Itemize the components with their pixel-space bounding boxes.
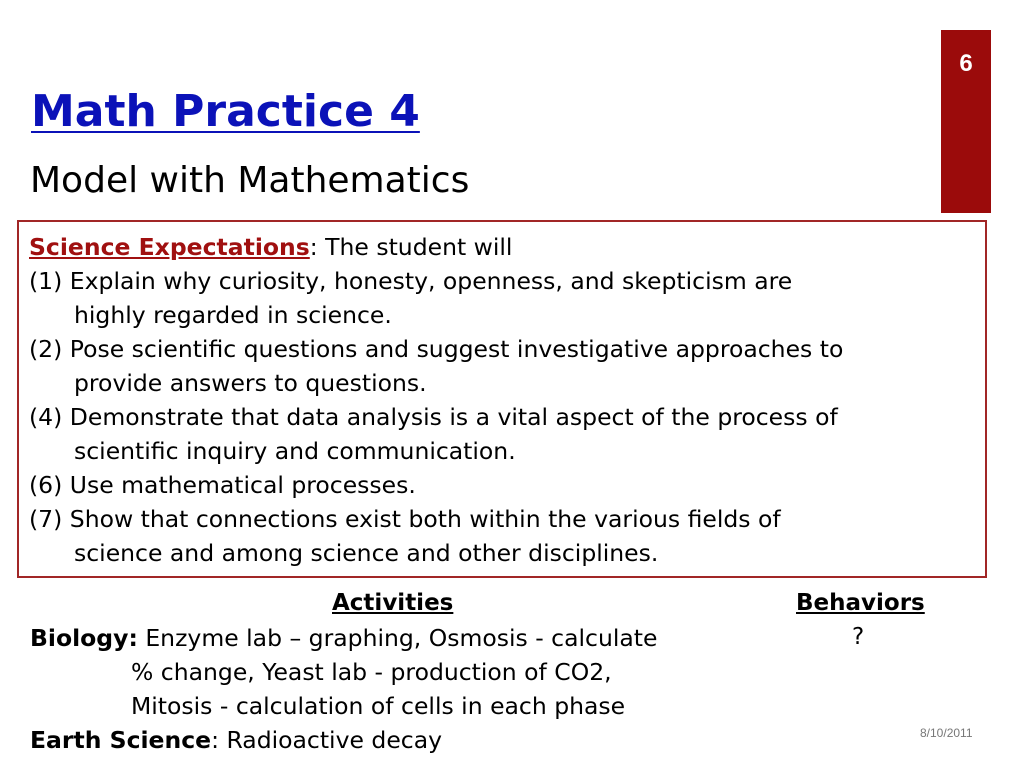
- expectations-heading: [29, 230, 512, 264]
- earth-science-label: Earth Science: [30, 726, 212, 754]
- item-number: (4): [29, 403, 63, 431]
- activities-header: Activities: [332, 590, 454, 616]
- earth-science-text: : Radioactive decay: [211, 726, 443, 754]
- expectation-item-2: [29, 332, 843, 366]
- expectation-item-1-cont: highly regarded in science.: [74, 301, 392, 329]
- earth-science-activity: [30, 723, 442, 757]
- item-text: Demonstrate that data analysis is a vital aspect of the process of: [69, 403, 838, 431]
- biology-text: Enzyme lab – graphing, Osmosis - calculate: [137, 624, 658, 652]
- item-text: Use mathematical processes.: [69, 471, 416, 499]
- item-text: Show that connections exist both within the various fields of: [69, 505, 781, 533]
- expectation-item-4: [29, 400, 838, 434]
- biology-label: Biology:: [30, 624, 138, 652]
- behaviors-header: Behaviors: [796, 590, 925, 616]
- expectation-item-7: [29, 502, 781, 536]
- expectation-item-6: [29, 468, 416, 502]
- item-text: Pose scientific questions and suggest investigative approaches to: [69, 335, 844, 363]
- item-number: (7): [29, 505, 63, 533]
- expectation-item-1: [29, 264, 792, 298]
- slide-subtitle: Model with Mathematics: [30, 160, 470, 201]
- item-number: (1): [29, 267, 63, 295]
- science-expectations-box: [17, 220, 987, 578]
- item-number: (6): [29, 471, 63, 499]
- page-number-tab: [941, 30, 991, 213]
- biology-activity-cont-1: % change, Yeast lab - production of CO2,: [131, 658, 612, 686]
- item-text: Explain why curiosity, honesty, openness, and skepticism are: [69, 267, 793, 295]
- expectation-item-7-cont: science and among science and other disciplines.: [74, 539, 659, 567]
- biology-activity-cont-2: Mitosis - calculation of cells in each phase: [131, 692, 626, 720]
- behavior-value: ?: [852, 624, 865, 650]
- slide-title: Math Practice 4: [31, 86, 420, 137]
- footer-date: 8/10/2011: [920, 726, 973, 740]
- expectation-item-4-cont: scientific inquiry and communication.: [74, 437, 516, 465]
- expectation-item-2-cont: provide answers to questions.: [74, 369, 427, 397]
- expectations-label: Science Expectations: [29, 233, 310, 261]
- item-number: (2): [29, 335, 63, 363]
- expectations-intro: : The student will: [309, 233, 513, 261]
- page-number: 6: [959, 50, 973, 77]
- biology-activity: [30, 621, 657, 655]
